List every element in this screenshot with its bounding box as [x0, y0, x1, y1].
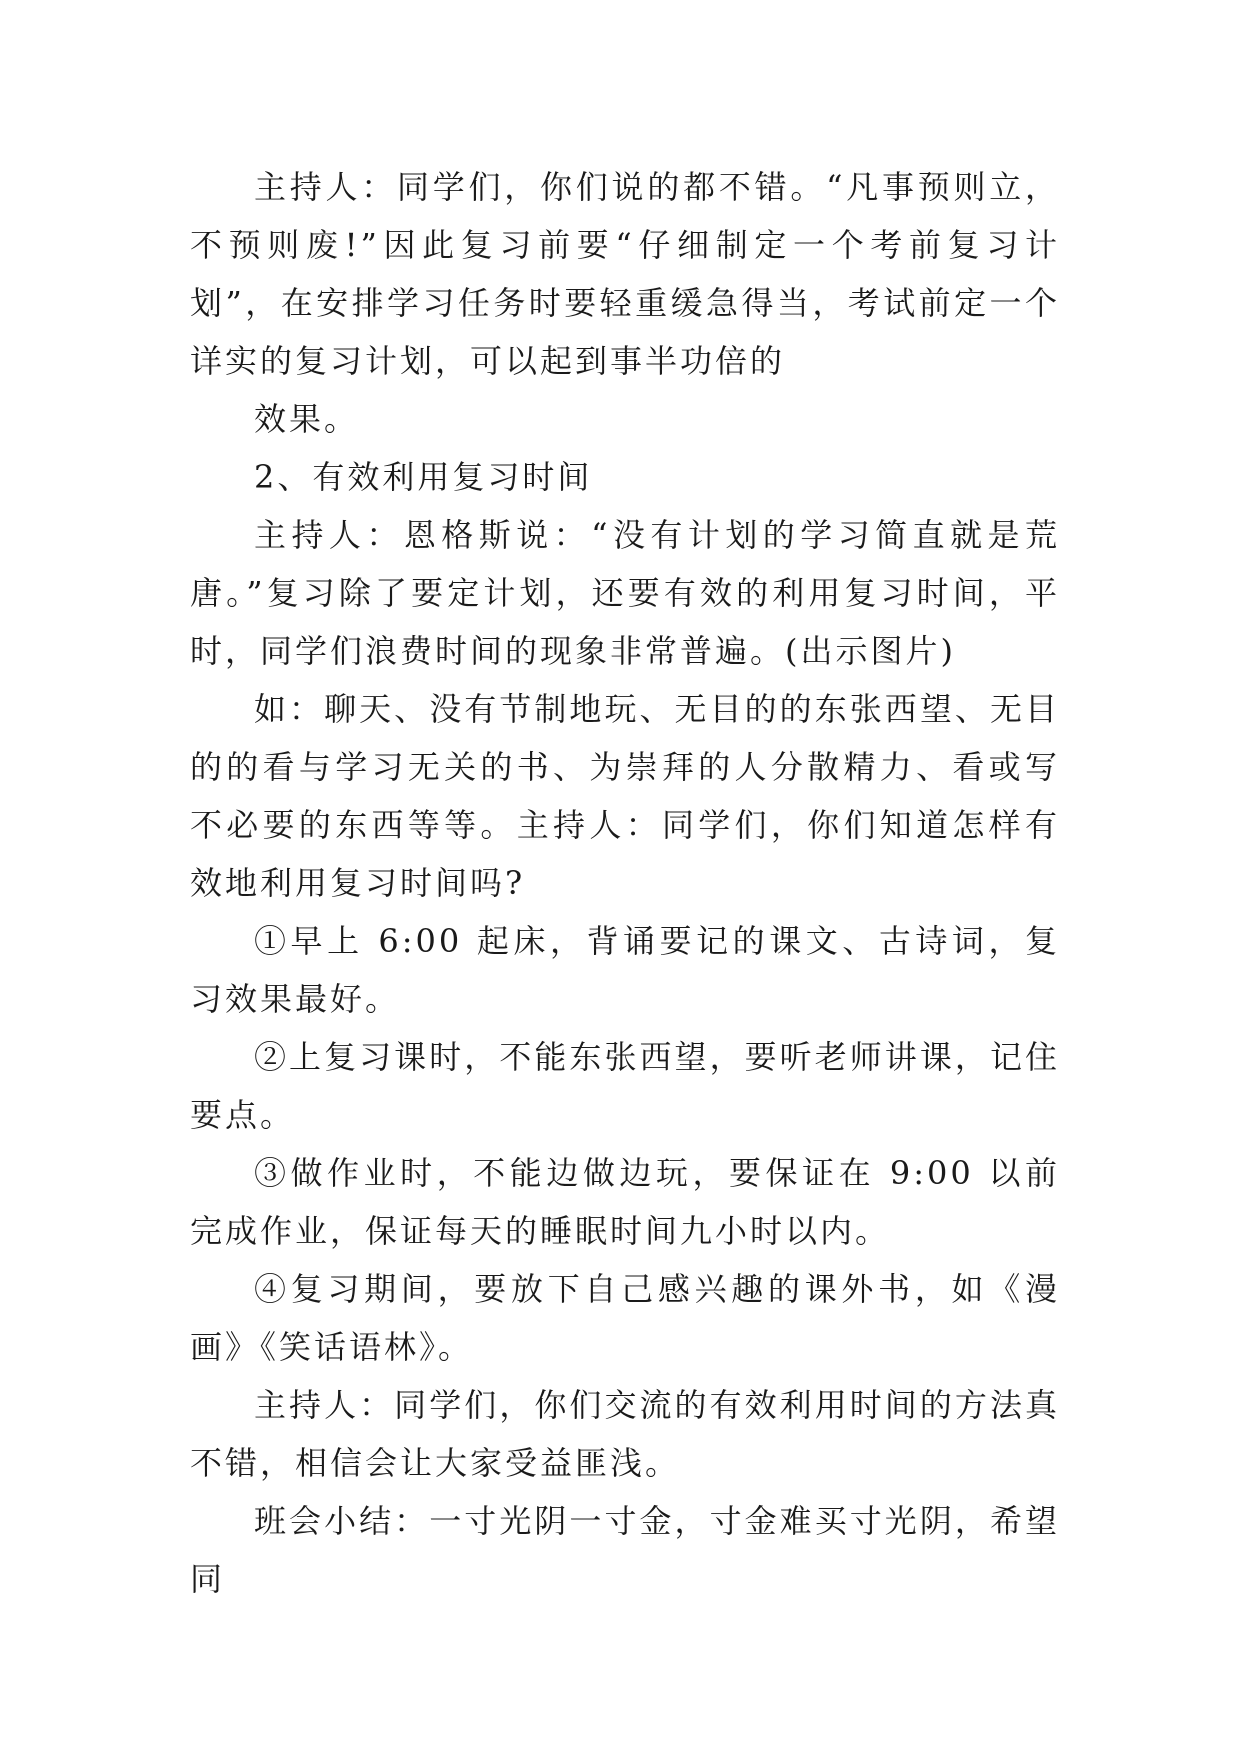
- section-heading-time: 2、有效利用复习时间: [254, 458, 593, 496]
- paragraph-host-planning: 主持人：同学们，你们说的都不错。“凡事预则立，不预则废!”因此复习前要“仔细制定一个考前复习计划”，在安排学习任务时要轻重缓急得当，考试前定一个详实的复习计划，可以起到事半功倍的: [190, 168, 1060, 380]
- list-item-1: ①早上 6:00 起床，背诵要记的课文、古诗词，复习效果最好。: [190, 922, 1060, 1018]
- document-body: [190, 158, 1060, 1608]
- paragraph-examples: 如：聊天、没有节制地玩、无目的的东张西望、无目的的看与学习无关的书、为崇拜的人分散精力、看或写不必要的东西等等。主持人：同学们，你们知道怎样有效地利用复习时间吗?: [190, 690, 1060, 902]
- paragraph-host-engels: 主持人：恩格斯说：“没有计划的学习简直就是荒唐。”复习除了要定计划，还要有效的利用复习时间，平时，同学们浪费时间的现象非常普遍。(出示图片): [190, 516, 1060, 670]
- list-item-2: ②上复习课时，不能东张西望，要听老师讲课，记住要点。: [190, 1038, 1060, 1134]
- list-item-3: ③做作业时，不能边做边玩，要保证在 9:00 以前完成作业，保证每天的睡眠时间九小时以内。: [190, 1154, 1060, 1250]
- paragraph-effect: 效果。: [254, 400, 360, 438]
- paragraph-host-praise: 主持人：同学们，你们交流的有效利用时间的方法真不错，相信会让大家受益匪浅。: [190, 1386, 1060, 1482]
- paragraph-summary: 班会小结：一寸光阴一寸金，寸金难买寸光阴，希望同: [190, 1502, 1060, 1598]
- list-item-4: ④复习期间，要放下自己感兴趣的课外书，如《漫画》《笑话语林》。: [190, 1270, 1060, 1366]
